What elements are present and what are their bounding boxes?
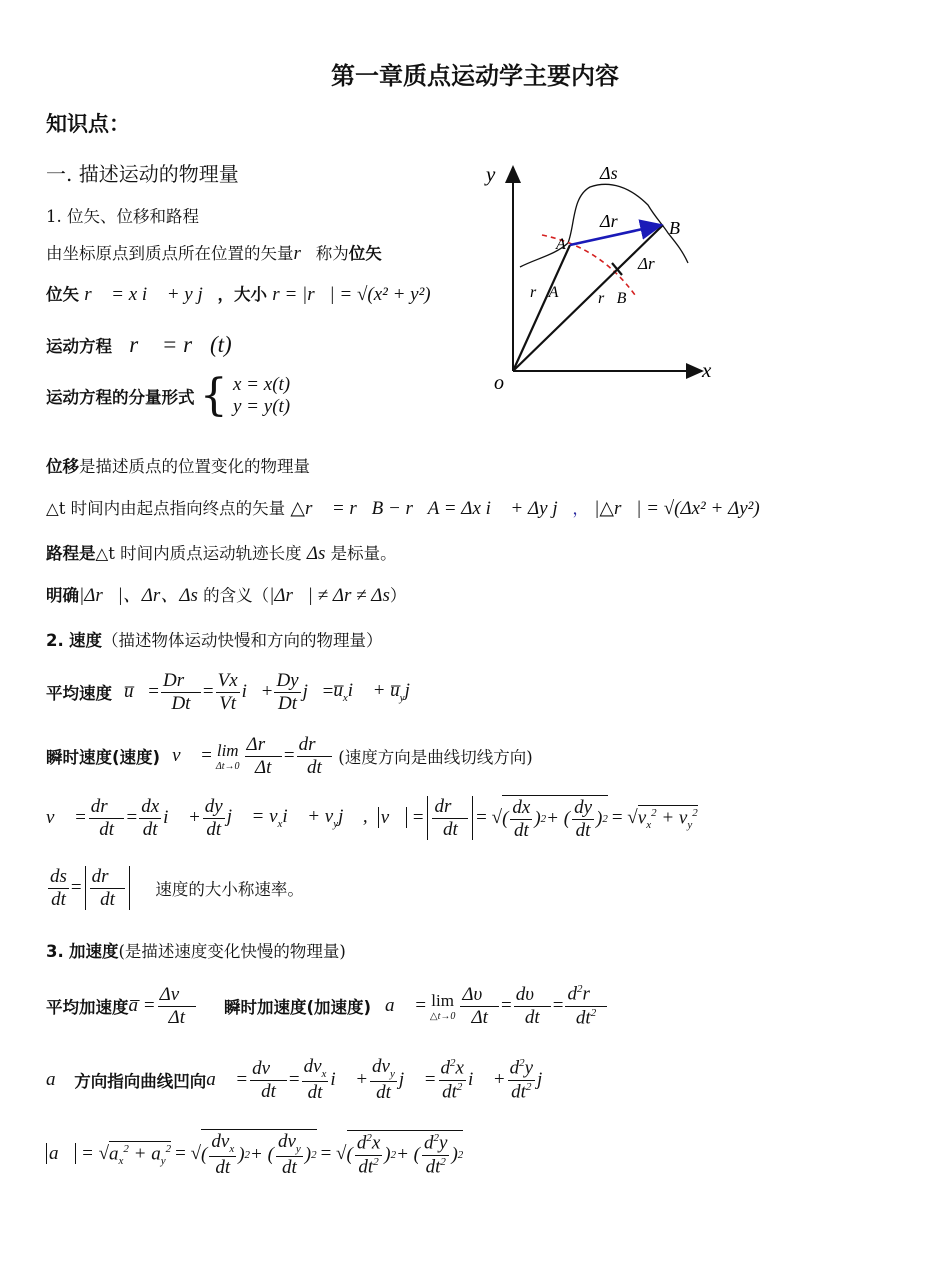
page-title: 第一章质点运动学主要内容 bbox=[331, 62, 619, 90]
instantaneous-velocity-formula: 瞬时速度(速度) v⃗ = lim Δt→0 $\frac{\Delta r⃗}{\Delta t}$ = $\frac{dr⃗}{dt}$ (速度方向是曲线切线方向) bbox=[46, 733, 533, 778]
component-form: 运动方程的分量形式 { x = x(t) y = y(t) bbox=[46, 370, 291, 421]
ds-label: Δs bbox=[600, 163, 618, 183]
dr-vector-label: Δr⃗ bbox=[600, 211, 632, 231]
average-velocity-formula: 平均速度 u̅⃗ = $\frac{Dr⃗}{Dt}$ = $\frac{Vx}{Vt}$ i⃗ + $\frac{Dy}{Dt}$ j⃗ = $u̅_xi⃗$ + $u̅_yj⃗$ bbox=[46, 669, 425, 714]
displacement-formula: △t 时间内由起点指向终点的矢量 △r⃗ = r⃗B − r⃗A = Δx i⃗ + Δy j⃗， |△r⃗| = √(Δx² + Δy²) bbox=[46, 498, 760, 519]
position-vector-eq: r⃗ = x i⃗ + y j⃗ bbox=[84, 284, 218, 305]
velocity-components-formula: v⃗ = $\frac{dr⃗}{dt}$ = $\frac{dx}{dt}$ i⃗ + $\frac{dy}{dt}$ j⃗ = $v_xi⃗$ + $v_yj⃗$ , v⃗ = $\frac{dr⃗}{dt}$ = √ ( $\frac{dx}{dt}$ ) 2 + ( $\frac{dy}{dt}$ ) 2 = √ $v_x^2 + v_y^2$ bbox=[46, 795, 698, 841]
dr-label: Δr bbox=[638, 254, 655, 273]
acceleration-magnitude-formula: a⃗ = √ $a_x^2 + a_y^2$ = √ ( $\frac{dv_x}{dt}$ ) 2 + ( $\frac{dv_y}{dt}$ ) 2 = √ ( $\frac{d^2x}{dt^2}$ ) 2 + ( $\frac{d^2y}{dt^2}$ ) 2 bbox=[46, 1124, 463, 1184]
subsection-3-heading: 3. 加速度(是描述速度变化快慢的物理量) bbox=[46, 942, 346, 961]
subsection-1-heading bbox=[46, 203, 199, 227]
motion-equation: 运动方程 r⃗ = r⃗(t) bbox=[46, 332, 232, 357]
section-1-num: 一. bbox=[46, 162, 73, 186]
avg-velocity-symbol: u̅⃗ bbox=[124, 681, 149, 702]
ra-label: r⃗A bbox=[530, 284, 559, 301]
position-vector-formula: 位矢 r⃗ = x i⃗ + y j⃗，大小 r = |r⃗| = √(x² + y²) bbox=[46, 284, 431, 305]
clarify-line: 明确|Δr⃗|、Δr、Δs 的含义（|Δr⃗| ≠ Δr ≠ Δs） bbox=[46, 585, 407, 606]
point-a-label: A bbox=[556, 236, 566, 253]
section-1-title: 描述运动的物理量 bbox=[78, 162, 239, 186]
displacement-definition: 位移是描述质点的位置变化的物理量 bbox=[46, 457, 310, 476]
brace: { bbox=[199, 370, 228, 421]
acceleration-formula: 平均加速度 a̅ = $\frac{\Delta v⃗}{\Delta t}$ 瞬时加速度(加速度) a⃗ = lim △t→0 $\frac{\Delta\upsilon⃗}{\Delta t}$ = $\frac{d\upsilon⃗}{dt}$ = $\frac{d^2r⃗}{dt^2}$ bbox=[46, 983, 605, 1028]
rb-label: r⃗B bbox=[598, 290, 627, 307]
point-b-label: B bbox=[669, 218, 680, 238]
subsection-2-heading: 2. 速度（描述物体运动快慢和方向的物理量） bbox=[46, 631, 383, 650]
ra-vector bbox=[513, 245, 570, 371]
position-magnitude-eq: r = |r⃗| = √(x² + y²) bbox=[272, 284, 431, 305]
knowledge-label: 知识点： bbox=[46, 112, 130, 136]
displacement-magnitude-eq: |△r⃗| = √(Δx² + Δy²) bbox=[594, 498, 760, 519]
section-1-heading bbox=[46, 158, 239, 187]
sub1-title: 位矢、位移和路程 bbox=[67, 207, 199, 226]
speed-formula: $\frac{ds}{dt}$ = $\frac{dr⃗}{dt}$ 速度的大小称速率。 bbox=[50, 865, 304, 910]
displacement-diagram bbox=[480, 155, 730, 400]
position-definition: 由坐标原点到质点所在位置的矢量r⃗称为位矢 bbox=[46, 243, 382, 264]
origin-label: o bbox=[494, 372, 504, 394]
path-definition: 路程是△t 时间内质点运动轨迹长度 Δs 是标量。 bbox=[46, 543, 397, 564]
sub1-num: 1. bbox=[46, 207, 62, 226]
r-symbol: r⃗ bbox=[293, 243, 316, 264]
x-axis-label: x bbox=[702, 358, 712, 382]
y-axis-label: y bbox=[486, 162, 496, 186]
acceleration-components-formula: a⃗ 方向指向曲线凹向 a⃗ = $\frac{dv⃗}{dt}$ = $\frac{dv_x}{dt}$ i⃗ + $\frac{dv_y}{dt}$ j⃗ = $\frac{d^2x}{dt^2}$ i⃗ + $\frac{d^2y}{dt^2}$ j⃗ bbox=[46, 1056, 558, 1103]
displacement-eq: △r⃗ = r⃗B − r⃗A = Δx i⃗ + Δy j⃗ bbox=[290, 498, 573, 519]
